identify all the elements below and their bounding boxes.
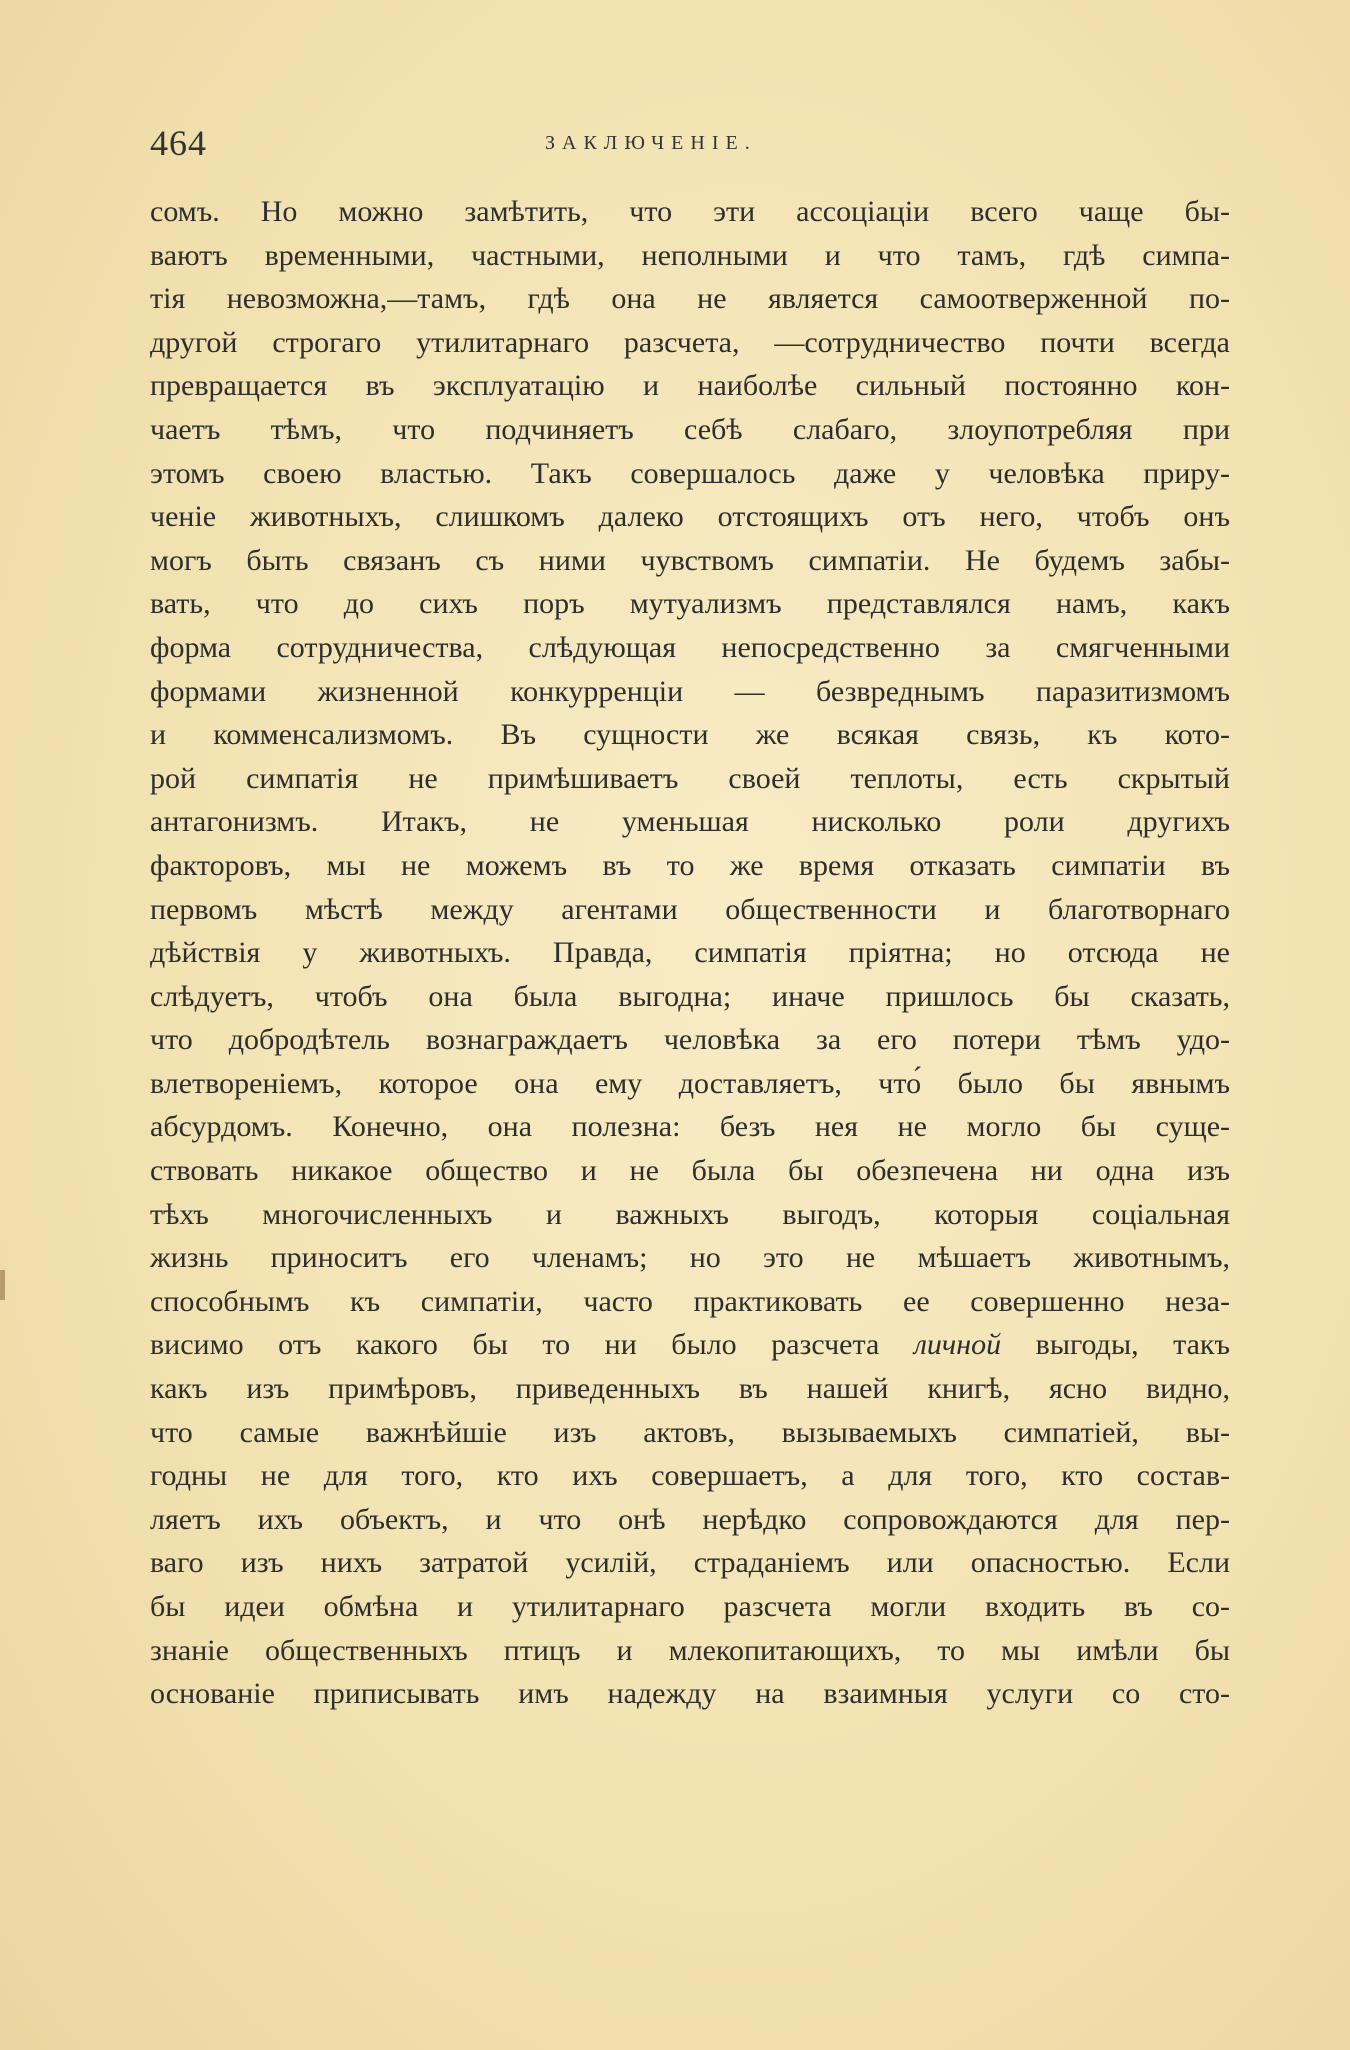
text-line: ляетъ ихъ объектъ, и что онѣ нерѣдко сопровождаются для пер- <box>150 1502 1230 1536</box>
text-line: слѣдуетъ, чтобъ она была выгодна; иначе пришлось бы сказать, <box>150 979 1230 1013</box>
text-line: вать, что до сихъ поръ мутуализмъ представлялся намъ, какъ <box>150 587 1230 621</box>
text-line: факторовъ, мы не можемъ въ то же время отказать симпатіи въ <box>150 848 1230 882</box>
text-line: тѣхъ многочисленныхъ и важныхъ выгодъ, которыя соціальная <box>150 1197 1230 1231</box>
text-line: чаетъ тѣмъ, что подчиняетъ себѣ слабаго, злоупотребляя при <box>150 412 1230 446</box>
body-text <box>150 190 1230 1716</box>
text-line: способнымъ къ симпатіи, часто практиковать ее совершенно неза- <box>150 1284 1230 1318</box>
text-line: что самые важнѣйшіе изъ актовъ, вызываемыхъ симпатіей, вы- <box>150 1415 1230 1449</box>
text-line: другой строгаго утилитарнаго разсчета, —сотрудничество почти всегда <box>150 325 1230 359</box>
text-line: годны не для того, кто ихъ совершаетъ, а для того, кто состав- <box>150 1459 1230 1493</box>
text-line: этомъ своею властью. Такъ совершалось даже у человѣка приру- <box>150 456 1230 490</box>
text-line: антагонизмъ. Итакъ, не уменьшая нисколько роли другихъ <box>150 805 1230 839</box>
italic-word: личной <box>913 1328 1002 1362</box>
text-line: ствовать никакое общество и не была бы обезпечена ни одна изъ <box>150 1154 1230 1188</box>
text-line: первомъ мѣстѣ между агентами общественности и благотворнаго <box>150 892 1230 926</box>
text-line: основаніе приписывать имъ надежду на взаимныя услуги со сто- <box>150 1677 1230 1711</box>
page-edge-mark <box>0 1270 5 1300</box>
text-line: ченіе животныхъ, слишкомъ далеко отстоящихъ отъ него, чтобъ онъ <box>150 500 1230 534</box>
text-line: форма сотрудничества, слѣдующая непосредственно за смягченными <box>150 630 1230 664</box>
text-line-with-italic <box>150 1323 1230 1367</box>
text-line: тія невозможна,—тамъ, гдѣ она не является самоотверженной по- <box>150 282 1230 316</box>
text-line: что добродѣтель вознаграждаетъ человѣка за его потери тѣмъ удо- <box>150 1023 1230 1057</box>
text-segment: висимо отъ какого бы то ни было разсчета <box>150 1328 880 1362</box>
text-segment: выгоды, такъ <box>1035 1328 1230 1362</box>
text-line: абсурдомъ. Конечно, она полезна: безъ нея не могло бы суще- <box>150 1110 1230 1144</box>
text-line: какъ изъ примѣровъ, приведенныхъ въ нашей книгѣ, ясно видно, <box>150 1372 1230 1406</box>
text-line: формами жизненной конкурренціи — безвреднымъ паразитизмомъ <box>150 674 1230 708</box>
text-line: дѣйствія у животныхъ. Правда, симпатія пріятна; но отсюда не <box>150 936 1230 970</box>
text-line: рой симпатія не примѣшиваетъ своей теплоты, есть скрытый <box>150 761 1230 795</box>
page-number: 464 <box>150 123 207 163</box>
text-line: бы идеи обмѣна и утилитарнаго разсчета могли входить въ со- <box>150 1590 1230 1623</box>
text-line: жизнь приноситъ его членамъ; но это не мѣшаетъ животнымъ, <box>150 1241 1230 1275</box>
text-line: знаніе общественныхъ птицъ и млекопитающихъ, то мы имѣли бы <box>150 1633 1230 1667</box>
text-line: превращается въ эксплуатацію и наиболѣе сильный постоянно кон- <box>150 369 1230 403</box>
text-line: могъ быть связанъ съ ними чувствомъ симпатіи. Не будемъ забы- <box>150 543 1230 577</box>
text-line: и комменсализмомъ. Въ сущности же всякая связь, къ кото- <box>150 718 1230 752</box>
text-line: сомъ. Но можно замѣтить, что эти ассоціаціи всего чаще бы- <box>150 195 1230 228</box>
text-line: ваютъ временными, частными, неполными и что тамъ, гдѣ симпа- <box>150 238 1230 272</box>
running-head: ЗАКЛЮЧЕНІЕ. <box>545 132 757 154</box>
text-line: ваго изъ нихъ затратой усилій, страданіемъ или опасностью. Если <box>150 1546 1230 1580</box>
text-line: влетвореніемъ, которое она ему доставляетъ, что́ было бы явнымъ <box>150 1066 1230 1100</box>
